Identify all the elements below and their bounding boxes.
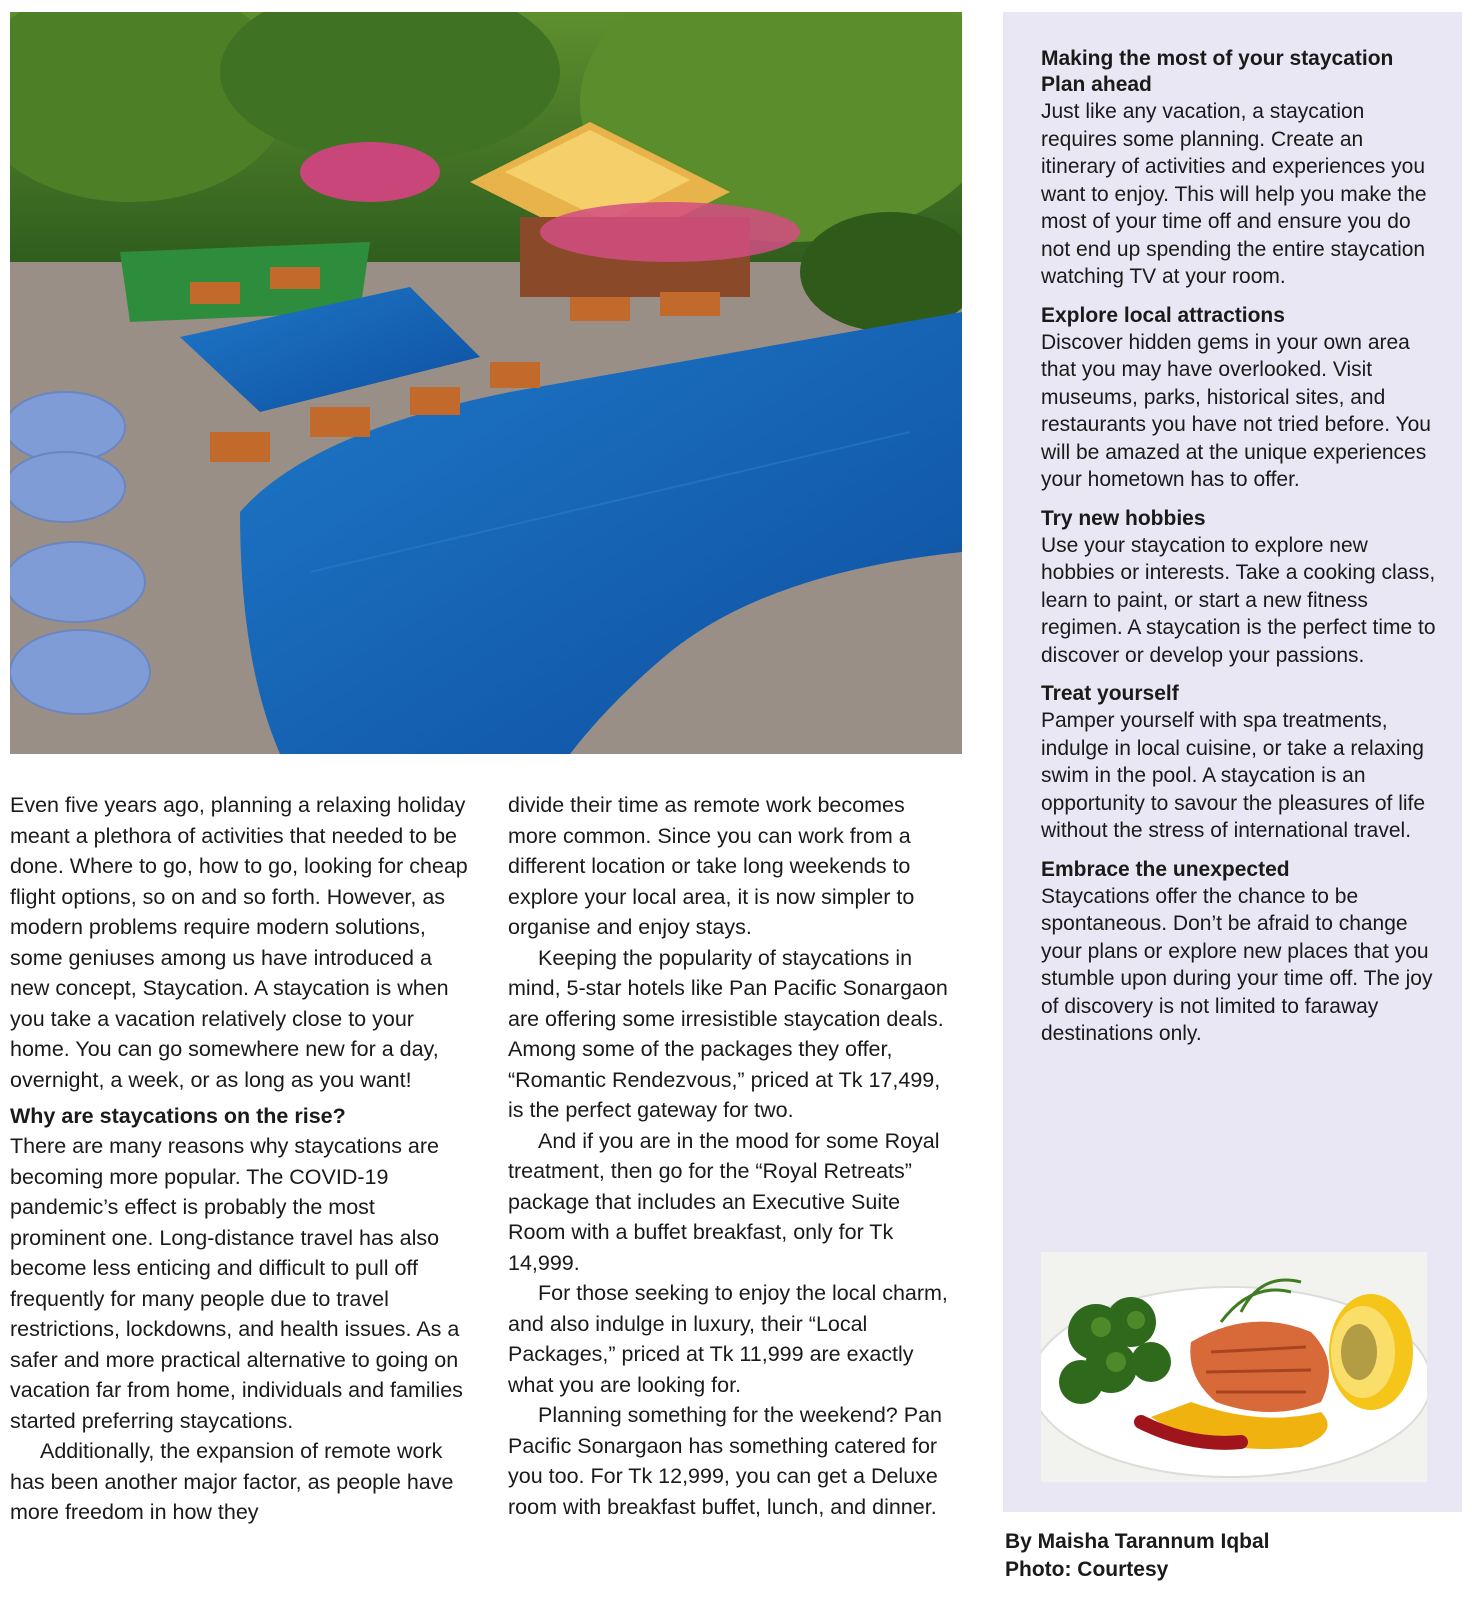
section-heading-rise: Why are staycations on the rise?: [10, 1104, 346, 1128]
remote-work-paragraph: Additionally, the expansion of remote work has been another major factor, as people have more freedom in how they: [10, 1439, 454, 1524]
article-column-2: [508, 790, 958, 1522]
reasons-paragraph: There are many reasons why staycations are becoming more popular. The COVID-19 pandemic’s effect is probably the most prominent one. Long-distance travel has also become less enticing and difficult to pull off frequently for many people due to travel restrictions, lockdowns, and health issues. As a safer and more practical alternative to going on vacation far from home, individuals and families started preferring staycations.: [10, 1134, 463, 1433]
tip-text: Just like any vacation, a staycation requires some planning. Create an itinerary of activities and experiences you want to enjoy. This will help you make the most of your time off and ensure you do not end up spending the entire staycation watching TV at your room.: [1041, 100, 1427, 288]
tip-heading: Explore local attractions: [1041, 303, 1285, 327]
hero-photo: [10, 12, 962, 754]
tip-text: Use your staycation to explore new hobbies or interests. Take a cooking class, learn to paint, or start a new fitness regimen. A staycation is the perfect time to discover or develop your passions.: [1041, 533, 1436, 667]
article-column-1: [10, 790, 472, 1528]
tip-heading: Try new hobbies: [1041, 506, 1206, 530]
sidebar-title: Making the most of your staycation: [1041, 47, 1394, 70]
tip-text: Staycations offer the chance to be spontaneous. Don’t be afraid to change your plans or explore new places that you stumble upon during your time off. The joy of discovery is not limited to faraway destinations only.: [1041, 884, 1433, 1045]
tip-heading: Treat yourself: [1041, 682, 1179, 705]
intro-paragraph: Even five years ago, planning a relaxing holiday meant a plethora of activities that needed to be done. Where to go, how to go, looking for cheap flight options, so on and so forth. However, as modern problems require modern solutions, some geniuses among us have introduced a new concept, Staycation. A staycation is when you take a vacation relatively close to your home. You can go somewhere new for a day, overnight, a week, or as long as you want!: [10, 793, 468, 1092]
food-photo: [1041, 1252, 1427, 1482]
photo-credit: Photo: Courtesy: [1005, 1558, 1169, 1581]
tip-text: Pamper yourself with spa treatments, indulge in local cuisine, or take a relaxing swim in the pool. A staycation is an opportunity to savour the pleasures of life without the stress of international travel.: [1041, 709, 1426, 842]
local-packages-paragraph: For those seeking to enjoy the local charm, and also indulge in luxury, their “Local Packages,” priced at Tk 11,999 are exactly what you are looking for.: [508, 1281, 948, 1397]
weekend-paragraph: Planning something for the weekend? Pan Pacific Sonargaon has something catered for you too. For Tk 12,999, you can get a Deluxe room with breakfast buffet, lunch, and dinner.: [508, 1403, 942, 1519]
royal-retreats-paragraph: And if you are in the mood for some Royal treatment, then go for the “Royal Retreats” package that includes an Executive Suite Room with a buffet breakfast, only for Tk 14,999.: [508, 1128, 940, 1275]
credits: [1005, 1528, 1445, 1584]
tip-heading: Plan ahead: [1041, 73, 1152, 96]
remote-work-continued: divide their time as remote work becomes more common. Since you can work from a different location or take long weekends to explore your local area, it is now simpler to organise and enjoy stays.: [508, 793, 915, 939]
tip-text: Discover hidden gems in your own area that you may have overlooked. Visit museums, parks, historical sites, and restaurants you have not tried before. You will be amazed at the unique experiences your hometown has to offer.: [1041, 330, 1431, 491]
tips-sidebar: [1003, 12, 1462, 1512]
tip-heading: Embrace the unexpected: [1041, 857, 1290, 881]
author-byline: By Maisha Tarannum Iqbal: [1005, 1530, 1270, 1553]
romantic-rendezvous-paragraph: Keeping the popularity of staycations in mind, 5-star hotels like Pan Pacific Sonargaon are offering some irresistible staycation deals. Among some of the packages they offer, “Romantic Rendezvous,” priced at Tk 17,499, is the perfect gateway for two.: [508, 945, 948, 1122]
